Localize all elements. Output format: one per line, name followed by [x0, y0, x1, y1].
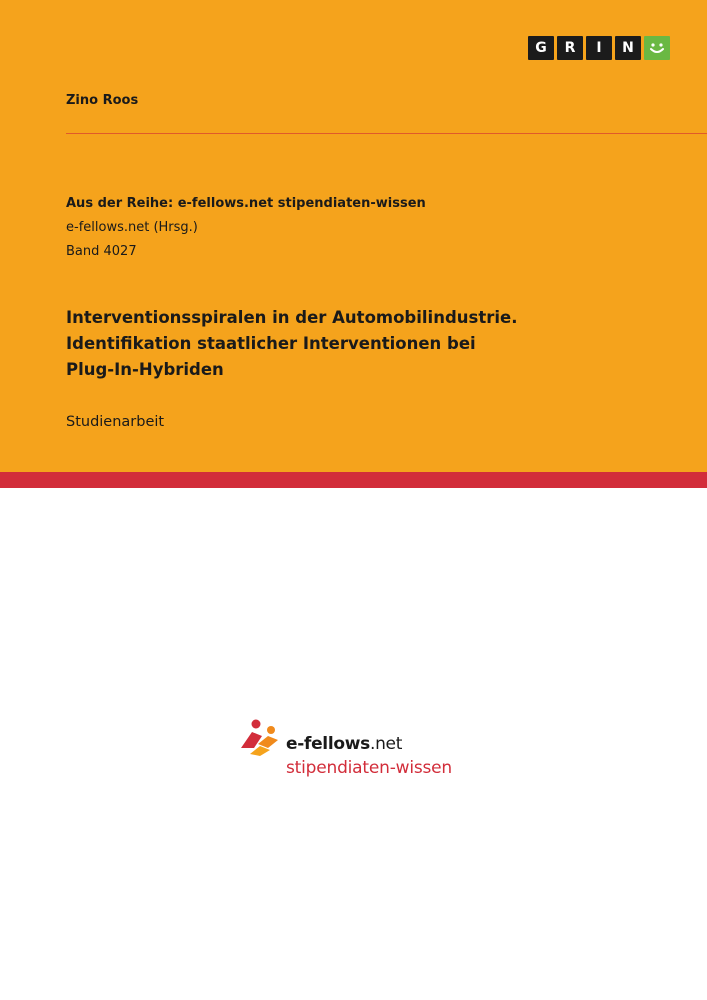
series-info: [66, 192, 426, 264]
title-line: Plug-In-Hybriden: [66, 360, 224, 379]
author-name: Zino Roos: [66, 93, 139, 108]
series-label: Aus der Reihe: e-fellows.net stipendiaten-wissen: [66, 196, 426, 211]
document-title: [66, 305, 666, 383]
e-fellows-wordmark: [286, 734, 402, 754]
cover-red-band: [0, 472, 707, 488]
logo-letter-n: N: [615, 36, 641, 60]
e-fellows-logo: [238, 718, 478, 778]
title-line: Identifikation staatlicher Interventionen bei: [66, 334, 476, 353]
logo-letter-r: R: [557, 36, 583, 60]
e-fellows-name: e-fellows: [286, 734, 370, 754]
e-fellows-tagline: stipendiaten-wissen: [286, 758, 453, 778]
smiley-icon: [644, 36, 670, 60]
e-fellows-figures-icon: [238, 718, 284, 758]
logo-letter-i: I: [586, 36, 612, 60]
series-volume: Band 4027: [66, 244, 137, 259]
series-editor: e-fellows.net (Hrsg.): [66, 220, 198, 235]
header-divider: [66, 133, 707, 134]
title-line: Interventionsspiralen in der Automobilindustrie.: [66, 308, 518, 327]
document-type: Studienarbeit: [66, 414, 165, 430]
grin-logo: [528, 36, 670, 60]
e-fellows-domain: .net: [369, 734, 403, 754]
logo-letter-g: G: [528, 36, 554, 60]
